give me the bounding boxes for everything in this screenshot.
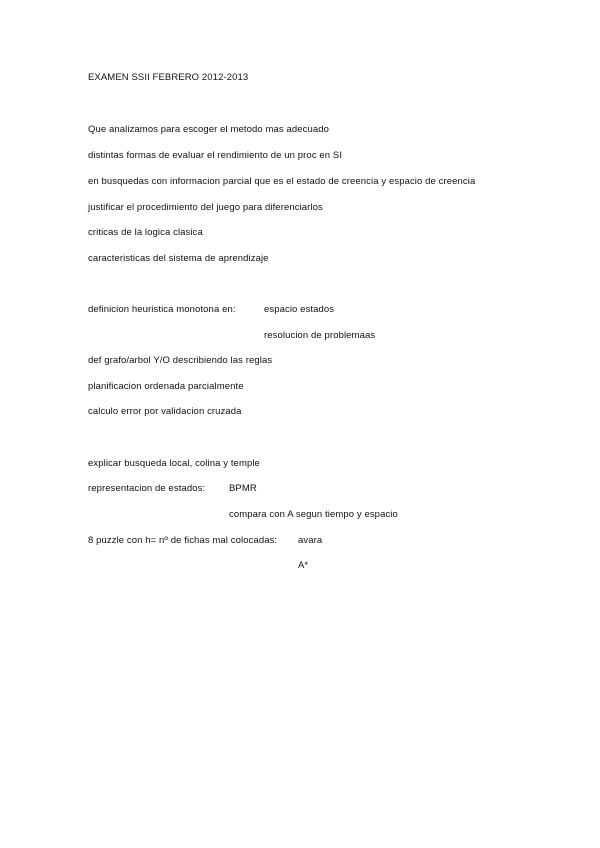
heuristic-option: resolucion de problemaas <box>264 330 376 341</box>
puzzle-option: A* <box>298 560 309 571</box>
puzzle-option: avara <box>298 535 323 546</box>
question-line: def grafo/arbol Y/O describiendo las reglas <box>88 355 273 366</box>
question-line: criticas de la logica clasica <box>88 227 203 238</box>
question-line: Que analizamos para escoger el metodo mas adecuado <box>88 124 330 135</box>
compare-line: compara con A segun tiempo y espacio <box>229 509 398 520</box>
representation-label: representacion de estados: <box>88 483 206 494</box>
question-line: planificacion ordenada parcialmente <box>88 381 244 392</box>
question-line: explicar busqueda local, colina y temple <box>88 458 260 469</box>
heuristic-label: definicion heuristica monotona en: <box>88 304 236 315</box>
question-line: caracteristicas del sistema de aprendizaje <box>88 253 269 264</box>
puzzle-label: 8 puzzle con h= nº de fichas mal colocadas: <box>88 535 278 546</box>
question-line: en busquedas con informacion parcial que es el estado de creencia y espacio de creencia <box>88 176 476 187</box>
document-title: EXAMEN SSII FEBRERO 2012-2013 <box>88 72 249 83</box>
heuristic-option: espacio estados <box>264 304 335 315</box>
representation-value: BPMR <box>229 483 257 494</box>
question-line: distintas formas de evaluar el rendimiento de un proc en SI <box>88 150 343 161</box>
question-line: justificar el procedimiento del juego para diferenciarlos <box>88 202 323 213</box>
question-line: calculo error por validacion cruzada <box>88 406 242 417</box>
